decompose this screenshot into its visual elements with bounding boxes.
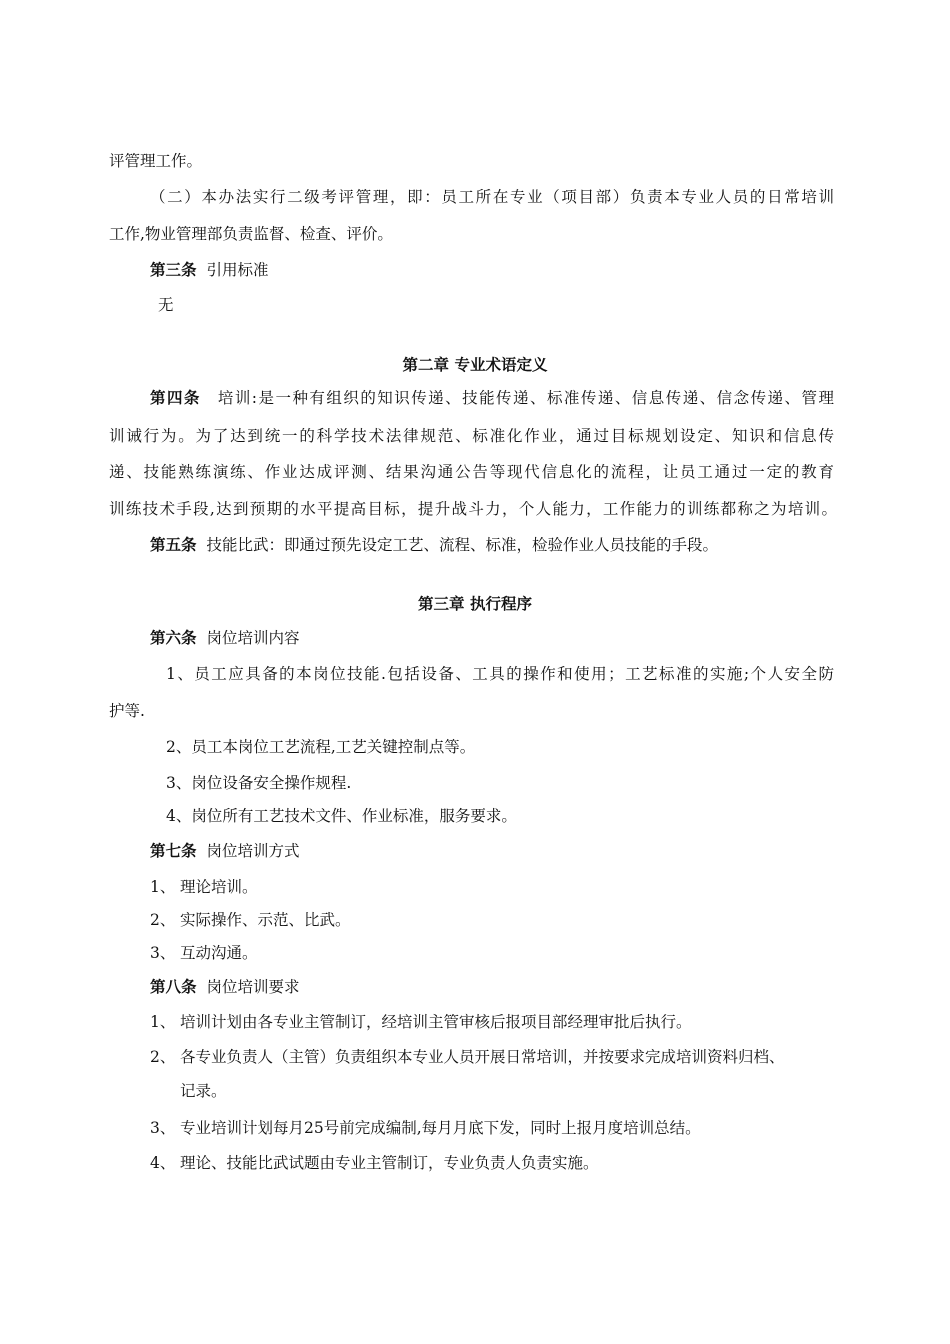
list-item-continuation: 记录。 — [180, 1082, 227, 1100]
article-6-heading — [150, 628, 300, 648]
list-text: 专业培训计划每月25号前完成编制,每月月底下发，同时上报月度培训总结。 — [180, 1119, 701, 1137]
paragraph-continuation: 评管理工作。 — [109, 152, 203, 170]
list-item — [150, 1153, 599, 1173]
chapter-2-heading: 第二章 专业术语定义 — [402, 356, 548, 374]
article-7-heading — [150, 841, 300, 861]
article-title: 岗位培训方式 — [206, 842, 300, 860]
article-label: 第八条 — [150, 978, 197, 996]
article-4-line — [150, 388, 834, 408]
article-8-heading — [150, 977, 300, 997]
list-item-continuation: 护等. — [109, 702, 145, 720]
list-item — [150, 877, 258, 897]
article-label: 第五条 — [150, 536, 197, 554]
list-item: 2、员工本岗位工艺流程,工艺关键控制点等。 — [166, 738, 476, 756]
article-label: 第三条 — [150, 261, 197, 279]
article-3-body: 无 — [158, 296, 174, 314]
article-4-line: 训诫行为。为了达到统一的科学技术法律规范、标准化作业，通过目标规划设定、知识和信息传 — [109, 427, 834, 445]
article-title: 岗位培训要求 — [206, 978, 300, 996]
list-text: 互动沟通。 — [180, 944, 258, 962]
article-text: 培训:是一种有组织的知识传递、技能传递、标准传递、信息传递、信念传递、管理 — [217, 389, 834, 407]
list-number: 3、 — [150, 1119, 176, 1137]
list-item — [150, 1012, 692, 1032]
list-number: 2、 — [150, 1048, 176, 1066]
article-title: 岗位培训内容 — [206, 629, 300, 647]
list-number: 2、 — [150, 911, 176, 929]
article-title: 引用标准 — [206, 261, 269, 279]
paragraph-line: （二）本办法实行二级考评管理，即：员工所在专业（项目部）负责本专业人员的日常培训 — [150, 188, 834, 206]
list-item — [150, 1118, 701, 1138]
list-item: 4、岗位所有工艺技术文件、作业标准，服务要求。 — [166, 807, 517, 825]
list-number: 4、 — [150, 1154, 176, 1172]
list-text: 理论、技能比武试题由专业主管制订，专业负责人负责实施。 — [180, 1154, 599, 1172]
list-item — [150, 910, 351, 930]
article-text: 技能比武：即通过预先设定工艺、流程、标准，检验作业人员技能的手段。 — [206, 536, 719, 554]
list-item — [150, 943, 258, 963]
chapter-3-heading: 第三章 执行程序 — [418, 595, 532, 613]
list-text: 理论培训。 — [180, 878, 258, 896]
list-number: 3、 — [150, 944, 176, 962]
list-text: 培训计划由各专业主管制订，经培训主管审核后报项目部经理审批后执行。 — [180, 1013, 692, 1031]
article-label: 第六条 — [150, 629, 197, 647]
article-5 — [150, 535, 718, 555]
list-number: 1、 — [150, 878, 176, 896]
list-text: 实际操作、示范、比武。 — [180, 911, 351, 929]
list-number: 1、 — [150, 1013, 176, 1031]
article-4-line: 递、技能熟练演练、作业达成评测、结果沟通公告等现代信息化的流程，让员工通过一定的教育 — [109, 463, 834, 481]
article-3-heading — [150, 260, 269, 280]
list-item: 1、员工应具备的本岗位技能.包括设备、工具的操作和使用；工艺标准的实施;个人安全防 — [166, 665, 834, 683]
article-label: 第七条 — [150, 842, 197, 860]
list-text: 各专业负责人（主管）负责组织本专业人员开展日常培训，并按要求完成培训资料归档、 — [180, 1048, 785, 1066]
list-item — [150, 1047, 785, 1067]
paragraph-line: 工作,物业管理部负责监督、检查、评价。 — [109, 225, 393, 243]
article-4-line: 训练技术手段,达到预期的水平提高目标，提升战斗力，个人能力，工作能力的训练都称之为培训。 — [109, 500, 837, 518]
article-label: 第四条 — [150, 389, 201, 407]
list-item: 3、岗位设备安全操作规程. — [166, 774, 352, 792]
